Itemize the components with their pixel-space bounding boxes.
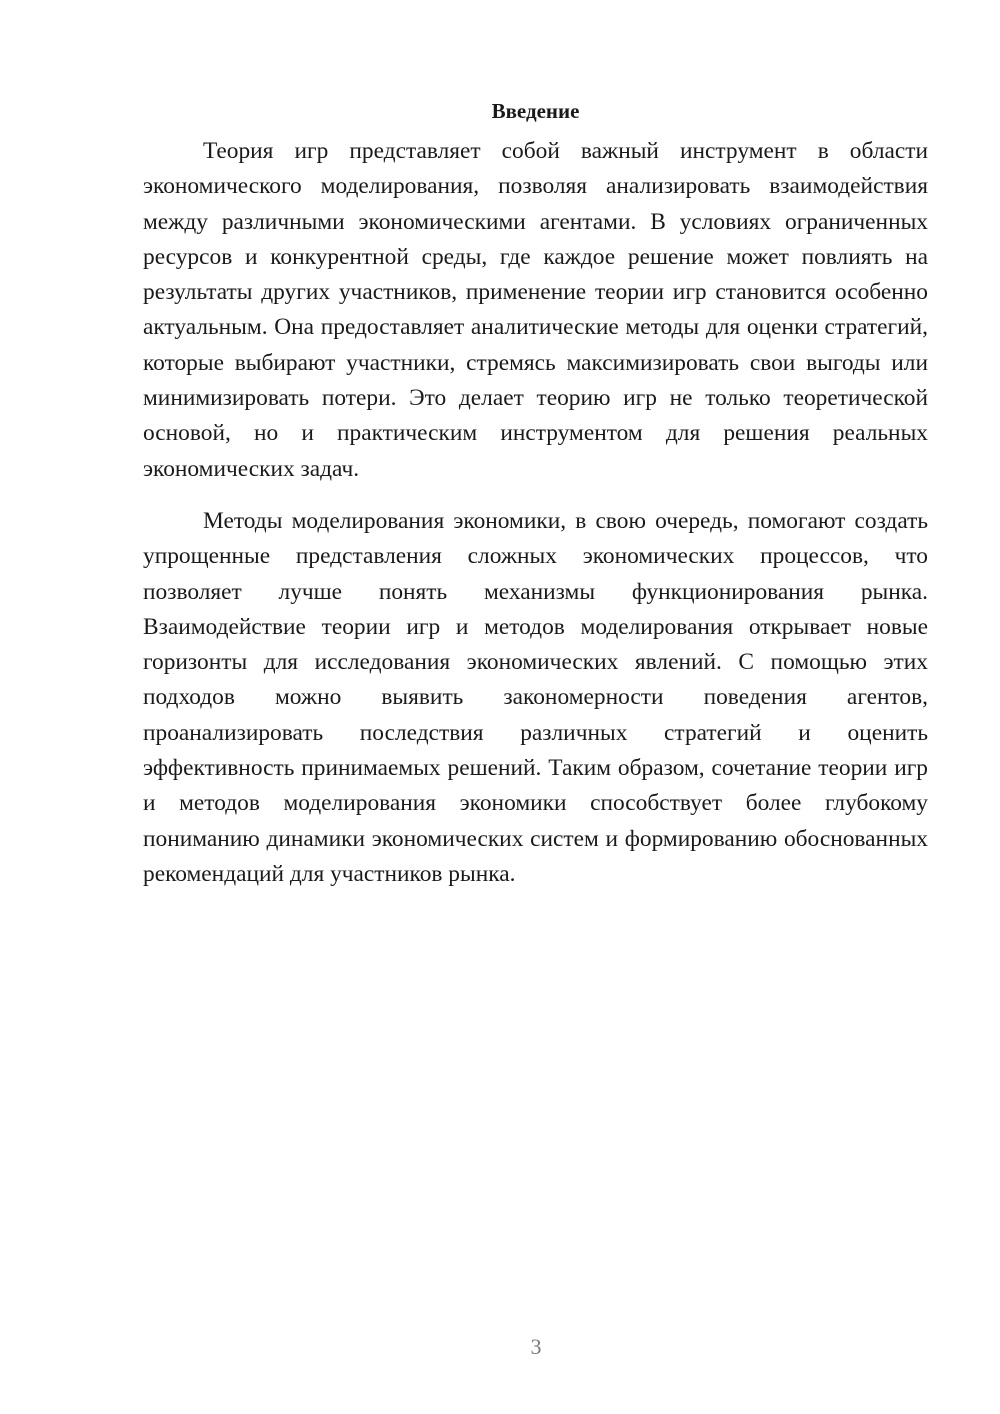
paragraph-1: Теория игр представляет собой важный инструмент в области экономического моделирования, позволяя анализировать взаимодействия между различными экономическими агентами. В условиях ограниченных ресурсов и конкурентной среды, где каждое решение может повлиять на результаты других участников, применение теории игр становится особенно актуальным. Она предоставляет аналитические методы для оценки стратегий, которые выбирают участники, стремясь максимизировать свои выгоды или минимизировать потери. Это делает теорию игр не только теоретической основой, но и практическим инструментом для решения реальных экономических задач. — [143, 138, 928, 482]
page-number: 3 — [530, 1334, 542, 1359]
section-title: Введение — [491, 99, 580, 123]
page-content — [143, 96, 928, 892]
paragraph-2: Методы моделирования экономики, в свою очередь, помогают создать упрощенные представления сложных экономических процессов, что позволяет лучше понять механизмы функционирования рынка. Взаимодействие теории игр и методов моделирования открывает новые горизонты для исследования экономических явлений. С помощью этих подходов можно выявить закономерности поведения агентов, проанализировать последствия различных стратегий и оценить эффективность принимаемых решений. Таким образом, сочетание теории игр и методов моделирования экономики способствует более глубокому пониманию динамики экономических систем и формированию обоснованных рекомендаций для участников рынка. — [143, 507, 928, 887]
